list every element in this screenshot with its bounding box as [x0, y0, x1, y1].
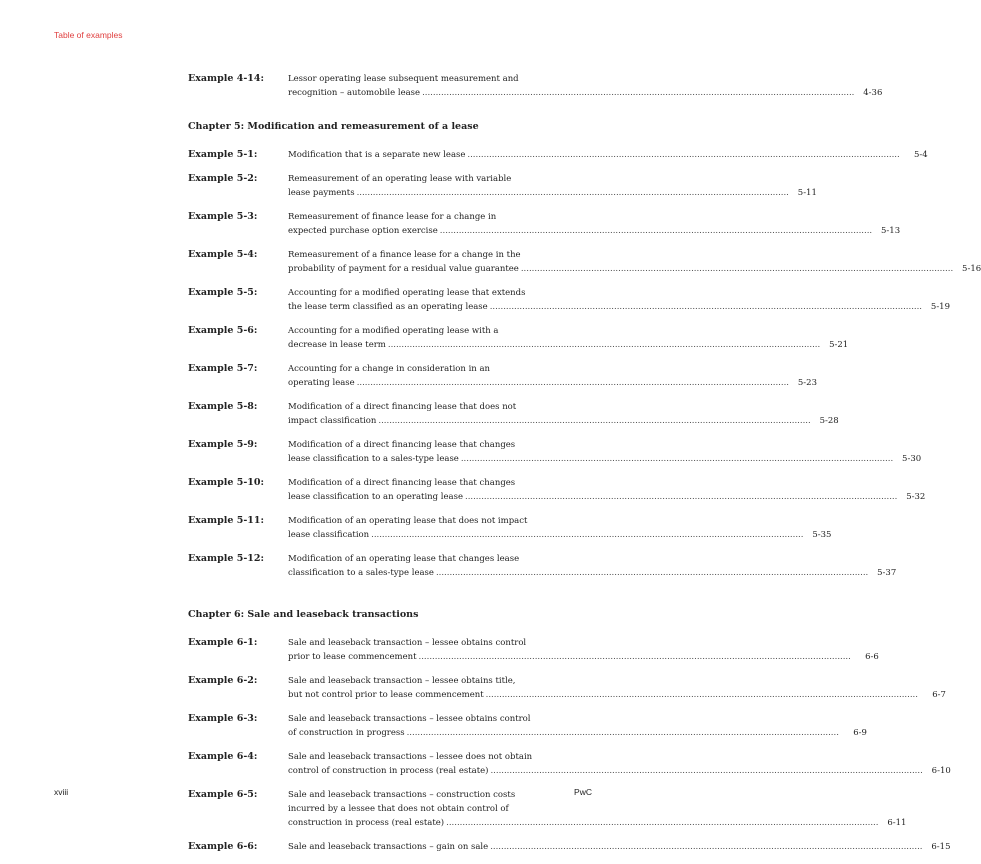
example-title: [288, 400, 839, 428]
page-reference[interactable]: 5-16: [962, 264, 981, 274]
example-title-line: [288, 324, 848, 338]
toc-entry[interactable]: [188, 172, 817, 200]
example-title-line: [288, 840, 951, 854]
example-title-text: Sale and leaseback transactions – construction costs: [288, 790, 516, 800]
example-title-line: [288, 688, 946, 702]
chapter-heading: Chapter 5: Modification and remeasurement of a lease: [188, 121, 479, 132]
toc-entry[interactable]: [188, 552, 897, 580]
example-title-text: impact classification: [288, 416, 377, 426]
page-reference[interactable]: 5-32: [906, 492, 926, 502]
example-number: Example 6-4:: [188, 751, 258, 762]
example-title: [288, 210, 900, 238]
example-title-line: [288, 248, 981, 262]
example-title: [288, 840, 951, 854]
example-number: Example 5-5:: [188, 287, 258, 298]
page-reference[interactable]: 5-35: [812, 530, 832, 540]
dot-leader: [419, 650, 851, 664]
example-title-line: [288, 224, 900, 238]
example-title-text: classification to a sales-type lease: [288, 568, 434, 578]
page-reference[interactable]: 6-15: [931, 842, 951, 852]
example-title-text: the lease term classified as an operating lease: [288, 302, 488, 312]
running-head: Table of examples: [54, 30, 123, 40]
example-title-text: Modification of a direct financing lease that changes: [288, 440, 516, 450]
page-reference[interactable]: 5-28: [819, 416, 839, 426]
example-title-line: [288, 414, 839, 428]
example-number: Example 5-7:: [188, 363, 258, 374]
example-title-text: Modification that is a separate new lease: [288, 150, 466, 160]
example-title-line: [288, 172, 817, 186]
example-title-text: Sale and leaseback transactions – lessee obtains control: [288, 714, 531, 724]
toc-entry[interactable]: [188, 674, 946, 702]
example-title: [288, 476, 925, 504]
example-number: Example 5-10:: [188, 477, 264, 488]
toc-entry[interactable]: [188, 210, 901, 238]
example-number: Example 5-12:: [188, 553, 264, 564]
toc-entry[interactable]: [188, 840, 951, 854]
example-title: [288, 72, 882, 100]
example-title-line: [288, 514, 831, 528]
example-title-line: [288, 476, 925, 490]
example-title-text: recognition – automobile lease: [288, 88, 421, 98]
dot-leader: [357, 186, 789, 200]
footer-brand: PwC: [574, 787, 592, 797]
example-title-line: [288, 816, 906, 830]
example-title-text: Accounting for a change in consideration in an: [288, 364, 491, 374]
toc-entry[interactable]: [188, 248, 981, 276]
dot-leader: [357, 376, 789, 390]
dot-leader: [440, 224, 872, 238]
page-reference[interactable]: 5-21: [829, 340, 849, 350]
example-title: [288, 788, 906, 830]
dot-leader: [490, 300, 922, 314]
toc-entry[interactable]: [188, 788, 907, 830]
example-title-line: [288, 72, 882, 86]
dot-leader: [486, 688, 918, 702]
example-title: [288, 750, 951, 778]
example-title-text: Sale and leaseback transaction – lessee obtains control: [288, 638, 527, 648]
footer-page-number: xviii: [54, 787, 69, 797]
page-reference[interactable]: 5-13: [881, 226, 901, 236]
toc-entry[interactable]: [188, 750, 951, 778]
example-title-line: [288, 210, 900, 224]
example-number: Example 5-11:: [188, 515, 264, 526]
example-title-text: Modification of an operating lease that changes lease: [288, 554, 520, 564]
example-title-line: [288, 86, 882, 100]
example-title-line: [288, 376, 817, 390]
toc-entry[interactable]: [188, 514, 832, 542]
page-reference[interactable]: 5-30: [902, 454, 922, 464]
example-title-line: [288, 712, 867, 726]
example-title-line: [288, 490, 925, 504]
toc-section: [188, 608, 951, 854]
example-number: Example 6-6:: [188, 841, 258, 852]
example-title-line: [288, 674, 946, 688]
example-title: [288, 362, 817, 390]
dot-leader: [467, 148, 899, 162]
example-number: Example 5-3:: [188, 211, 258, 222]
example-number: Example 4-14:: [188, 73, 264, 84]
example-title-line: [288, 438, 921, 452]
example-title-text: lease payments: [288, 188, 355, 198]
example-title-line: [288, 186, 817, 200]
example-title-text: Modification of a direct financing lease that does not: [288, 402, 517, 412]
example-title-text: Sale and leaseback transactions – lessee does not obtain: [288, 752, 533, 762]
toc-entry[interactable]: [188, 324, 849, 352]
example-title-text: Remeasurement of an operating lease with variable: [288, 174, 512, 184]
example-title-line: [288, 802, 906, 816]
example-title: [288, 636, 879, 664]
example-number: Example 5-6:: [188, 325, 258, 336]
example-title-text: of construction in progress: [288, 728, 405, 738]
toc-entry[interactable]: [188, 286, 951, 314]
dot-leader: [490, 840, 922, 854]
page-reference[interactable]: 5-23: [797, 378, 817, 388]
toc-section: [188, 120, 981, 580]
dot-leader: [465, 490, 897, 504]
dot-leader: [371, 528, 803, 542]
toc-entry[interactable]: [188, 636, 879, 664]
dot-leader: [407, 726, 839, 740]
example-title-line: [288, 300, 950, 314]
example-number: Example 6-2:: [188, 675, 258, 686]
example-title-line: [288, 262, 981, 276]
example-title-line: [288, 528, 831, 542]
example-title-text: decrease in lease term: [288, 340, 386, 350]
page-reference[interactable]: 4-36: [863, 88, 883, 98]
example-title: [288, 438, 921, 466]
example-title-text: control of construction in process (real estate): [288, 766, 489, 776]
example-title-text: incurred by a lessee that does not obtain control of: [288, 804, 509, 814]
dot-leader: [446, 816, 878, 830]
example-title-line: [288, 788, 906, 802]
example-title-line: [288, 286, 950, 300]
example-title: [288, 172, 817, 200]
example-title: [288, 286, 950, 314]
example-title-text: Remeasurement of finance lease for a change in: [288, 212, 497, 222]
example-title-line: [288, 338, 848, 352]
example-title-text: operating lease: [288, 378, 355, 388]
example-title-line: [288, 148, 928, 162]
page-reference[interactable]: 5-37: [877, 568, 897, 578]
example-number: Example 5-8:: [188, 401, 258, 412]
page-reference[interactable]: 6-9: [853, 728, 867, 738]
dot-leader: [378, 414, 810, 428]
example-title-line: [288, 726, 867, 740]
toc-entry[interactable]: [188, 476, 926, 504]
example-title-text: construction in process (real estate): [288, 818, 445, 828]
example-title: [288, 514, 831, 542]
example-title-line: [288, 400, 839, 414]
example-title-text: Lessor operating lease subsequent measurement and: [288, 74, 519, 84]
example-title-text: Sale and leaseback transactions – gain on sale: [288, 842, 489, 852]
example-title-text: Modification of an operating lease that does not impact: [288, 516, 528, 526]
example-title-text: expected purchase option exercise: [288, 226, 438, 236]
example-title-text: lease classification: [288, 530, 370, 540]
example-title-line: [288, 452, 921, 466]
toc-section: [188, 72, 883, 100]
example-title-line: [288, 362, 817, 376]
example-number: Example 6-1:: [188, 637, 258, 648]
chapter-heading: Chapter 6: Sale and leaseback transactions: [188, 609, 419, 620]
example-title-text: Accounting for a modified operating lease that extends: [288, 288, 526, 298]
example-title-text: Remeasurement of a finance lease for a change in the: [288, 250, 521, 260]
example-title: [288, 552, 896, 580]
toc-entry[interactable]: [188, 362, 817, 390]
example-title-text: but not control prior to lease commencement: [288, 690, 484, 700]
example-title: [288, 248, 981, 276]
dot-leader: [521, 262, 953, 276]
toc-entry[interactable]: [188, 438, 922, 466]
page-reference[interactable]: 6-11: [887, 818, 907, 828]
page-reference[interactable]: 5-4: [914, 150, 928, 160]
example-title-text: lease classification to a sales-type lease: [288, 454, 459, 464]
example-title-line: [288, 764, 951, 778]
example-title: [288, 148, 928, 162]
example-title-line: [288, 566, 896, 580]
dot-leader: [422, 86, 854, 100]
example-title-line: [288, 650, 879, 664]
page-reference[interactable]: 5-19: [930, 302, 951, 312]
toc-entry[interactable]: [188, 400, 839, 428]
example-title: [288, 324, 848, 352]
example-title-text: Modification of a direct financing lease that changes: [288, 478, 516, 488]
page-reference[interactable]: 6-6: [865, 652, 879, 662]
toc-content: [188, 72, 981, 864]
page-reference[interactable]: 6-10: [931, 766, 951, 776]
example-title-line: [288, 552, 896, 566]
page-reference[interactable]: 6-7: [932, 690, 946, 700]
example-title: [288, 674, 946, 702]
example-number: Example 5-2:: [188, 173, 258, 184]
example-title-text: lease classification to an operating lease: [288, 492, 463, 502]
example-number: Example 5-1:: [188, 149, 258, 160]
dot-leader: [461, 452, 893, 466]
toc-entry[interactable]: [188, 712, 867, 740]
example-title: [288, 712, 867, 740]
dot-leader: [436, 566, 868, 580]
example-number: Example 5-9:: [188, 439, 258, 450]
toc-entry[interactable]: [188, 148, 928, 162]
example-number: Example 5-4:: [188, 249, 258, 260]
example-number: Example 6-3:: [188, 713, 258, 724]
example-title-text: Accounting for a modified operating lease with a: [288, 326, 499, 336]
example-title-text: Sale and leaseback transaction – lessee obtains title,: [288, 676, 516, 686]
example-number: Example 6-5:: [188, 789, 258, 800]
example-title-line: [288, 750, 951, 764]
dot-leader: [490, 764, 922, 778]
example-title-text: prior to lease commencement: [288, 652, 417, 662]
example-title-line: [288, 636, 879, 650]
dot-leader: [388, 338, 820, 352]
page-reference[interactable]: 5-11: [797, 188, 817, 198]
toc-entry[interactable]: [188, 72, 883, 100]
example-title-text: probability of payment for a residual value guarantee: [288, 264, 519, 274]
